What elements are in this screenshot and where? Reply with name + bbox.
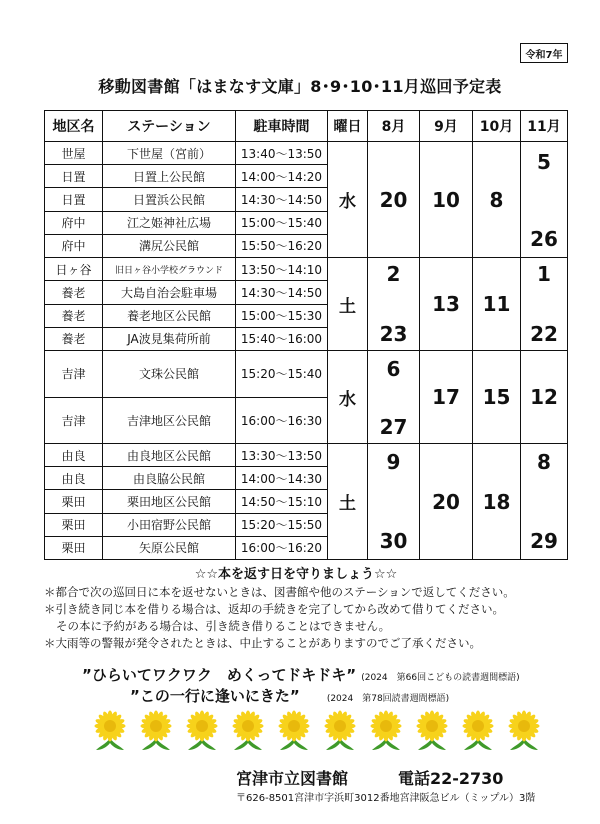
station-cell: 吉津地区公民館 <box>103 397 236 444</box>
table-row <box>45 142 568 165</box>
dandelion-icon <box>230 710 266 756</box>
slogan-text: ”この一行に逢いにきた” <box>130 687 300 705</box>
area-cell: 吉津 <box>45 397 103 444</box>
flower-decoration <box>92 710 552 756</box>
area-cell: 吉津 <box>45 351 103 398</box>
station-cell: 大島自治会駐車場 <box>103 281 236 304</box>
area-cell: 栗田 <box>45 490 103 513</box>
august-date-2: 23 <box>379 322 408 346</box>
slogan-childrens <box>82 664 520 685</box>
dandelion-icon <box>414 710 450 756</box>
dandelion-icon <box>184 710 220 756</box>
time-cell: 14:00～14:20 <box>236 165 328 188</box>
time-cell: 15:20～15:40 <box>236 351 328 398</box>
header-november: 11月 <box>521 111 568 142</box>
november-dates: 12 <box>521 351 568 444</box>
time-cell: 14:30～14:50 <box>236 281 328 304</box>
area-cell: 養老 <box>45 281 103 304</box>
header-october: 10月 <box>473 111 521 142</box>
slogan-note: (2024 第78回読書週間標語) <box>326 694 450 704</box>
header-weekday: 曜日 <box>328 111 368 142</box>
header-row <box>45 111 568 142</box>
september-dates: 20 <box>420 444 473 560</box>
area-cell: 養老 <box>45 304 103 327</box>
page-title: 移動図書館「はまなす文庫」8･9･10･11月巡回予定表 <box>98 77 502 96</box>
time-cell: 15:00～15:40 <box>236 211 328 234</box>
time-cell: 13:30～13:50 <box>236 444 328 467</box>
time-cell: 15:40～16:00 <box>236 327 328 350</box>
november-date-2: 29 <box>530 529 558 553</box>
dandelion-icon <box>92 710 128 756</box>
august-date-1: 6 <box>386 357 401 381</box>
schedule-table <box>44 110 568 560</box>
station-cell: 溝尻公民館 <box>103 234 236 257</box>
november-date-1: 8 <box>537 450 551 474</box>
dandelion-icon <box>368 710 404 756</box>
station-cell: 矢原公民館 <box>103 536 236 559</box>
time-cell: 14:30～14:50 <box>236 188 328 211</box>
header-station: ステーション <box>103 111 236 142</box>
area-cell: 由良 <box>45 444 103 467</box>
area-cell: 府中 <box>45 211 103 234</box>
library-address: 〒626-8501宮津市字浜町3012番地宮津阪急ビル（ミップル）3階 <box>236 793 536 804</box>
area-cell: 養老 <box>45 327 103 350</box>
dandelion-icon <box>460 710 496 756</box>
dandelion-icon <box>322 710 358 756</box>
september-dates: 10 <box>420 142 473 258</box>
area-cell: 栗田 <box>45 536 103 559</box>
november-date-2: 26 <box>530 227 558 251</box>
november-dates <box>521 258 568 351</box>
notice-item: その本に予約がある場合は、引き続き借りることはできません。 <box>56 619 391 633</box>
november-date-1: 5 <box>537 150 551 174</box>
header-area: 地区名 <box>45 111 103 142</box>
area-cell: 日ヶ谷 <box>45 258 103 281</box>
october-dates: 18 <box>473 444 521 560</box>
september-dates: 13 <box>420 258 473 351</box>
notice-section <box>44 563 584 652</box>
station-cell: 文珠公民館 <box>103 351 236 398</box>
area-cell: 栗田 <box>45 513 103 536</box>
september-dates: 17 <box>420 351 473 444</box>
era-badge: 令和7年 <box>520 43 568 63</box>
august-dates <box>368 444 420 560</box>
station-cell: 栗田地区公民館 <box>103 490 236 513</box>
station-cell: 旧日ヶ谷小学校グラウンド <box>103 258 236 281</box>
time-cell: 16:00～16:20 <box>236 536 328 559</box>
notice-item: ＊引き続き同じ本を借りる場合は、返却の手続きを完了してから改めて借りてください。 <box>44 602 504 616</box>
table-row <box>45 258 568 281</box>
notice-item: ＊大雨等の警報が発令されたときは、中止することがありますのでご了承ください。 <box>44 636 481 650</box>
dandelion-icon <box>276 710 312 756</box>
area-cell: 日置 <box>45 188 103 211</box>
dandelion-icon <box>506 710 542 756</box>
august-dates: 20 <box>368 142 420 258</box>
time-cell: 15:20～15:50 <box>236 513 328 536</box>
slogan-text: ”ひらいてワクワク めくってドキドキ” <box>82 666 357 684</box>
august-date-2: 30 <box>379 529 408 553</box>
time-cell: 15:00～15:30 <box>236 304 328 327</box>
slogan-reading-week <box>130 685 449 706</box>
station-cell: 日置上公民館 <box>103 165 236 188</box>
slogan-note: (2024 第66回こどもの読書週間標語) <box>361 673 520 683</box>
august-date-2: 27 <box>379 415 408 439</box>
weekday-cell: 土 <box>328 444 368 560</box>
october-dates: 8 <box>473 142 521 258</box>
november-date-1: 1 <box>537 262 551 286</box>
time-cell: 16:00～16:30 <box>236 397 328 444</box>
header-september: 9月 <box>420 111 473 142</box>
library-name: 宮津市立図書館 <box>236 769 349 788</box>
dandelion-icon <box>138 710 174 756</box>
area-cell: 由良 <box>45 467 103 490</box>
time-cell: 14:50～15:10 <box>236 490 328 513</box>
august-date-1: 2 <box>386 262 401 286</box>
library-phone: 電話22-2730 <box>398 769 504 788</box>
station-cell: 江之姫神社広場 <box>103 211 236 234</box>
station-cell: 小田宿野公民館 <box>103 513 236 536</box>
station-cell: 養老地区公民館 <box>103 304 236 327</box>
area-cell: 府中 <box>45 234 103 257</box>
notice-heading: ☆☆本を返す日を守りましょう☆☆ <box>194 567 398 582</box>
area-cell: 日置 <box>45 165 103 188</box>
weekday-cell: 土 <box>328 258 368 351</box>
notice-item: ＊都合で次の巡回日に本を返せないときは、図書館や他のステーションで返してください。 <box>44 585 515 599</box>
header-august: 8月 <box>368 111 420 142</box>
november-dates <box>521 444 568 560</box>
area-cell: 世屋 <box>45 142 103 165</box>
header-parking-time: 駐車時間 <box>236 111 328 142</box>
table-row <box>45 444 568 467</box>
station-cell: 下世屋（宮前） <box>103 142 236 165</box>
time-cell: 15:50～16:20 <box>236 234 328 257</box>
weekday-cell: 水 <box>328 351 368 444</box>
august-date-1: 9 <box>386 450 401 474</box>
station-cell: 由良地区公民館 <box>103 444 236 467</box>
station-cell: 由良脇公民館 <box>103 467 236 490</box>
august-dates <box>368 351 420 444</box>
station-cell: JA波見集荷所前 <box>103 327 236 350</box>
table-row <box>45 351 568 398</box>
october-dates: 15 <box>473 351 521 444</box>
october-dates: 11 <box>473 258 521 351</box>
time-cell: 13:40～13:50 <box>236 142 328 165</box>
station-cell: 日置浜公民館 <box>103 188 236 211</box>
weekday-cell: 水 <box>328 142 368 258</box>
time-cell: 13:50～14:10 <box>236 258 328 281</box>
november-dates <box>521 142 568 258</box>
august-dates <box>368 258 420 351</box>
november-date-2: 22 <box>530 322 558 346</box>
time-cell: 14:00～14:30 <box>236 467 328 490</box>
